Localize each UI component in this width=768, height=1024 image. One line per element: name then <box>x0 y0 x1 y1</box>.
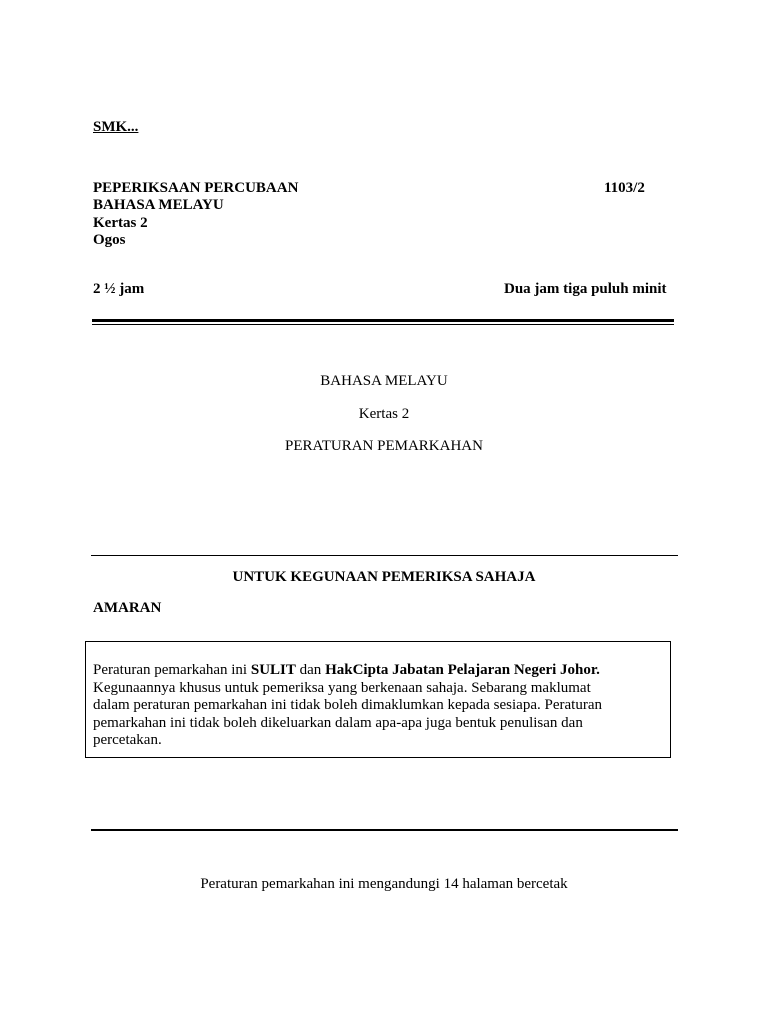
duration-short: 2 ½ jam <box>93 281 145 297</box>
section-divider-top <box>91 555 678 556</box>
exam-paper: Kertas 2 <box>93 214 148 231</box>
notice-line-4: pemarkahan ini tidak boleh dikeluarkan dalam apa-apa juga bentuk penulisan dan <box>93 714 583 731</box>
warning-label: AMARAN <box>93 600 162 616</box>
notice-line-3: dalam peraturan pemarkahan ini tidak boleh dimaklumkan kepada sesiapa. Peraturan <box>93 697 602 713</box>
sulit-label: SULIT <box>250 662 296 678</box>
notice-line-1: Peraturan pemarkahan ini SULIT dan HakCipta Jabatan Pelajaran Negeri Johor. <box>93 662 600 678</box>
exam-month: Ogos <box>93 231 126 248</box>
school-name: SMK... <box>93 119 139 135</box>
header-divider-thin <box>92 324 674 325</box>
restriction-heading: UNTUK KEGUNAAN PEMERIKSA SAHAJA <box>232 569 536 585</box>
cover-doc-type: PERATURAN PEMARKAHAN <box>285 438 483 454</box>
exam-title: PEPERIKSAAN PERCUBAAN <box>93 180 299 196</box>
section-divider-bottom <box>91 829 678 831</box>
notice-text <box>93 662 653 750</box>
duration-words: Dua jam tiga puluh minit <box>504 281 667 297</box>
copyright-owner: HakCipta Jabatan Pelajaran Negeri Johor. <box>325 662 600 678</box>
notice-line-2: Kegunaannya khusus untuk pemeriksa yang berkenaan sahaja. Sebarang maklumat <box>93 679 591 696</box>
page-count-note: Peraturan pemarkahan ini mengandungi 14 halaman bercetak <box>200 876 568 892</box>
exam-info-block <box>93 180 298 249</box>
exam-subject: BAHASA MELAYU <box>93 197 224 214</box>
paper-code: 1103/2 <box>604 180 645 196</box>
header-divider-thick <box>92 319 674 322</box>
cover-subject: BAHASA MELAYU <box>320 373 448 389</box>
notice-line-5: percetakan. <box>93 732 162 748</box>
cover-paper: Kertas 2 <box>358 406 410 422</box>
